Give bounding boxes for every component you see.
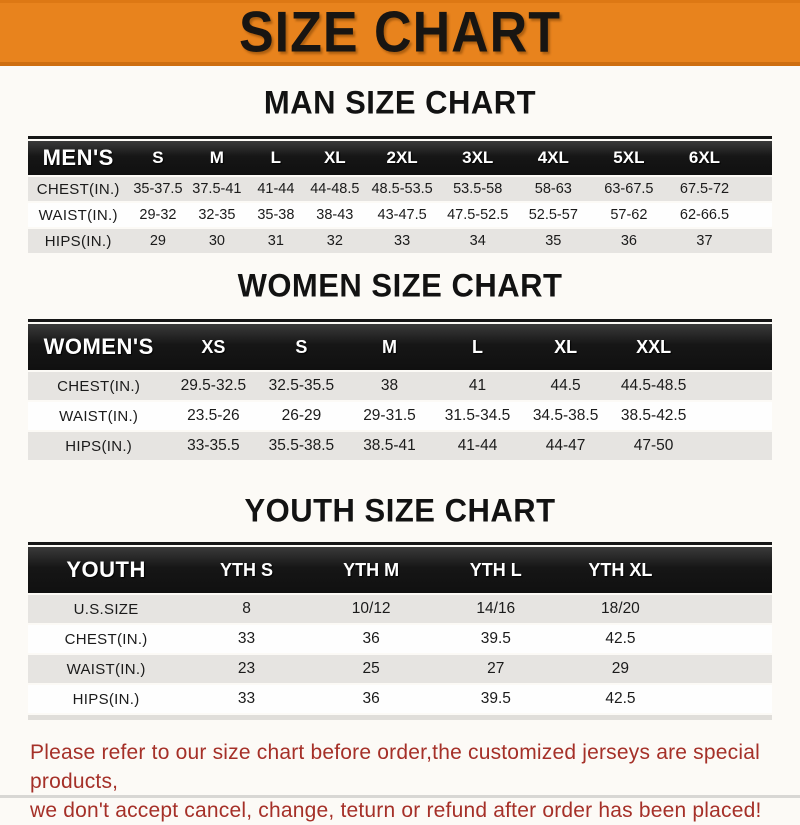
row-label: CHEST(IN.) <box>64 630 148 648</box>
row-values <box>169 432 772 460</box>
youth-section-heading: YOUTH SIZE CHART <box>244 492 556 529</box>
table-cell: 8 <box>242 600 251 617</box>
table-cell: XL <box>323 148 346 167</box>
table-cell: 42.5 <box>605 630 636 647</box>
table-cell: 47-50 <box>633 437 674 454</box>
table-cell: L <box>270 148 282 167</box>
row-label: HIPS(IN.) <box>65 437 133 455</box>
row-values <box>184 625 772 653</box>
table-cell: 31 <box>267 233 284 249</box>
table-cell: 38.5-41 <box>363 437 416 454</box>
youth-hips-row <box>28 685 772 713</box>
table-cell: 29-32 <box>139 207 177 223</box>
youth-table-header-band <box>28 547 772 593</box>
women-table-header-band <box>28 324 772 370</box>
table-cell: 25 <box>362 660 380 677</box>
table-cell: 37 <box>696 233 713 249</box>
table-cell: 33 <box>237 630 256 647</box>
table-cell: 27 <box>487 660 505 677</box>
row-values <box>184 655 772 683</box>
table-cell: 48.5-53.5 <box>371 181 433 197</box>
table-cell: 52.5-57 <box>528 207 578 223</box>
table-cell: 39.5 <box>480 690 511 707</box>
table-cell: 67.5-72 <box>679 181 730 197</box>
men-column-headers <box>128 141 772 175</box>
table-cell: 29 <box>611 660 630 677</box>
row-values <box>169 402 772 430</box>
table-cell: 57-62 <box>610 207 648 223</box>
table-cell: 34 <box>469 233 486 249</box>
table-cell: 39.5 <box>480 630 511 647</box>
row-values <box>184 595 772 623</box>
table-cell: S <box>295 336 308 357</box>
table-cell: 38-43 <box>316 207 354 223</box>
men-section-heading: MAN SIZE CHART <box>263 84 537 121</box>
table-cell: 41-44 <box>257 181 295 197</box>
table-cell: 44.5-48.5 <box>620 377 687 394</box>
page-title: SIZE CHART <box>239 0 561 65</box>
men-chest-row <box>28 177 772 201</box>
youth-waist-row <box>28 655 772 683</box>
table-cell: 4XL <box>537 148 569 167</box>
row-label: WAIST(IN.) <box>38 206 118 224</box>
table-cell: 29 <box>149 233 166 249</box>
table-cell: 6XL <box>688 148 721 167</box>
row-label: CHEST(IN.) <box>57 377 141 395</box>
row-label: CHEST(IN.) <box>36 180 120 198</box>
women-section-heading: WOMEN SIZE CHART <box>237 267 563 304</box>
table-cell: 58-63 <box>534 181 572 197</box>
table-cell: 32.5-35.5 <box>268 377 335 394</box>
page-bottom-rule <box>0 795 800 798</box>
table-cell: XS <box>201 336 226 357</box>
row-label: U.S.SIZE <box>73 600 139 618</box>
table-cell: 10/12 <box>351 600 391 617</box>
table-cell: 62-66.5 <box>679 207 730 223</box>
table-cell: YTH S <box>220 559 274 580</box>
row-values <box>169 372 772 400</box>
table-cell: 44-47 <box>545 437 586 454</box>
footer-line-2: we don't accept cancel, change, teturn or refund after order has been placed! <box>30 799 762 822</box>
table-cell: L <box>472 336 484 357</box>
table-cell: 31.5-34.5 <box>444 407 511 424</box>
table-cell: 37.5-41 <box>192 181 242 197</box>
women-waist-row <box>28 402 772 430</box>
table-cell: 63-67.5 <box>604 181 654 197</box>
row-label: HIPS(IN.) <box>72 690 140 708</box>
footer-line-1: Please refer to our size chart before order,the customized jerseys are special products, <box>30 741 760 793</box>
women-corner-label: WOMEN'S <box>43 334 154 359</box>
men-waist-row <box>28 203 772 227</box>
table-cell: 35-38 <box>257 207 295 223</box>
table-cell: 23 <box>237 660 256 677</box>
women-size-table <box>28 319 772 460</box>
table-cell: YTH M <box>343 559 400 580</box>
table-cell: 26-29 <box>281 407 322 424</box>
table-cell: 35 <box>545 233 562 249</box>
row-label: HIPS(IN.) <box>44 232 112 250</box>
table-cell: 33 <box>394 233 411 249</box>
row-values <box>128 229 772 253</box>
table-cell: 36 <box>620 233 637 249</box>
table-cell: 43-47.5 <box>377 207 427 223</box>
youth-column-headers <box>184 547 772 593</box>
women-chest-row <box>28 372 772 400</box>
row-values <box>128 203 772 227</box>
table-cell: 5XL <box>613 148 645 167</box>
youth-table-bottom-rule <box>28 715 772 720</box>
table-cell: 38.5-42.5 <box>620 407 687 424</box>
youth-size-table <box>28 542 772 713</box>
men-table-header-band <box>28 141 772 175</box>
table-cell: 30 <box>208 233 225 249</box>
table-cell: 44.5 <box>550 377 581 394</box>
table-cell: 38 <box>380 377 399 394</box>
table-cell: 33-35.5 <box>187 437 240 454</box>
table-cell: 18/20 <box>601 600 640 617</box>
table-cell: 33 <box>237 690 256 707</box>
youth-ussize-row <box>28 595 772 623</box>
youth-corner-label: YOUTH <box>66 557 146 582</box>
size-chart-banner <box>0 0 800 66</box>
table-cell: YTH XL <box>588 559 653 580</box>
table-cell: 35-37.5 <box>133 181 183 197</box>
table-cell: 32 <box>326 233 343 249</box>
row-values <box>128 177 772 201</box>
table-cell: 53.5-58 <box>453 181 503 197</box>
table-cell: 36 <box>362 630 380 647</box>
table-cell: 14/16 <box>476 600 516 617</box>
table-cell: 32-35 <box>198 207 236 223</box>
table-cell: M <box>209 148 224 167</box>
table-cell: 29-31.5 <box>363 407 416 424</box>
table-cell: 41-44 <box>457 437 498 454</box>
table-cell: 3XL <box>462 148 494 167</box>
youth-chest-row <box>28 625 772 653</box>
table-cell: 2XL <box>386 148 418 167</box>
table-cell: 41 <box>468 377 487 394</box>
table-cell: 44-48.5 <box>310 181 360 197</box>
women-hips-row <box>28 432 772 460</box>
men-corner-label: MEN'S <box>42 145 114 170</box>
row-label: WAIST(IN.) <box>66 660 146 678</box>
table-cell: 42.5 <box>605 690 636 707</box>
table-cell: M <box>381 336 397 357</box>
table-cell: XL <box>554 336 578 357</box>
table-cell: 35.5-38.5 <box>268 437 335 454</box>
men-size-table <box>28 136 772 253</box>
table-cell: 23.5-26 <box>187 407 240 424</box>
table-cell: 47.5-52.5 <box>447 207 509 223</box>
footer-note <box>30 738 780 825</box>
men-hips-row <box>28 229 772 253</box>
table-cell: 34.5-38.5 <box>532 407 599 424</box>
table-cell: YTH L <box>469 559 522 580</box>
table-cell: S <box>152 148 164 167</box>
table-cell: 36 <box>362 690 380 707</box>
row-values <box>184 685 772 713</box>
women-column-headers <box>169 324 772 370</box>
table-cell: 29.5-32.5 <box>180 377 247 394</box>
table-cell: XXL <box>636 336 672 357</box>
row-label: WAIST(IN.) <box>59 407 139 425</box>
